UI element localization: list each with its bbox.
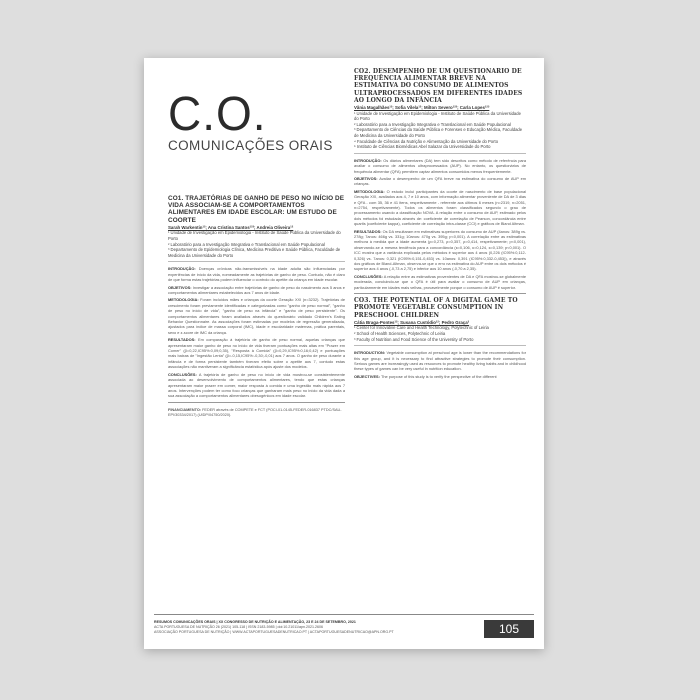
right-column <box>354 68 526 607</box>
co1-paragraph: OBJETIVOS: Investigar a associação entre trajetórias de ganho de peso do nascimento aos 5 anos e comportamentos alimentares estabelecidos aos 7 anos de idade. <box>168 284 345 295</box>
co2-affiliation: ³ Departamento de Ciências da Saúde Pública e Forenses e Educação Médica, Faculdade de Medicina da Universidade do Porto <box>354 127 523 138</box>
co2-paragraph: CONCLUSÕES: A relação entre as estimativas provenientes de DA e QFA mostrou-se globalmente moderada, concluindo-se que o QFA é útil para avaliar o consumo de AUP em crianças, particularmente em idades mais velhas, provavelmente porque o consumo de AUP é superior. <box>354 273 526 290</box>
footer-line: RESUMOS COMUNICAÇÕES ORAIS | XX CONGRESSO DE NUTRIÇÃO E ALIMENTAÇÃO, 23 E 24 DE SETEMBRO, 2021 <box>154 620 356 624</box>
co1-paragraph: RESULTADOS: Em comparação à trajetória de ganho de peso normal, aquelas crianças que apresentaram maior ganho de peso no início de vida tiveram pontuações mais altas em "Prazer em Comer" (β=0,22,IC95%:0,09;0,35), "Resposta à Comida" (β=0,29,IC95%:0,16;0,42) e pontuações mais baixas de "Ingestão Lenta" (β=-0,15,IC95%:-0,30;-0,01) aos 7 anos. O ganho de peso durante a infância e de forma persistente também tiveram efeito sobre o apetite aos 7, contudo estas associações não mantiveram a significância estatística após ajuste dos modelos. <box>168 337 345 370</box>
co3-authors: Cátia Braga-Pontes¹²; Susana Custódio¹²; Pedro Graça³ <box>354 319 470 325</box>
co3-title: CO3. THE POTENTIAL OF A DIGITAL GAME TO PROMOTE VEGETABLE CONSUMPTION IN PRESCHOOL CHILDREN <box>354 297 518 319</box>
co3-affiliation: ² School of Health Sciences, Polytechnic of Leiria <box>354 330 446 336</box>
page-footer <box>154 614 534 643</box>
co2-paragraph: METODOLOGIA: O estudo inclui participantes da coorte de nascimento de base populacional Geração XXI, avaliados aos 4, 7 e 10 anos, com informação alimentar proveniente de DA de 3 dias e QFA - com 35, 36 e 41 itens, respetivamente - referente aos últimos 6 meses (n=2319, n=2051, n=2754, respetivamente). Todos os alimentos foram classificados segundo o grau de processamento usando a classificação NOVA. A relação entre o consumo de AUP, estimado pelos dois métodos foi estudada através de: coeficiente de correlação de Pearson, concordância entre quartis (coeficiente kappa), coeficiente de correlação intra-classe (CCI) e gráficos de Bland Altman. <box>354 188 526 227</box>
co2-affiliation: ² Laboratório para a Investigação Integrativa e Translacional em Saúde Populacional <box>354 121 511 127</box>
left-column <box>168 70 345 607</box>
co2-affiliation: ¹ Unidade de Investigação em Epidemiologia - Instituto de Saúde Pública da Universidade do Porto <box>354 110 521 122</box>
co1-affiliation: ² Laboratório para a Investigação Integrativa e Translacional em Saúde Populacional <box>168 241 325 247</box>
co2-affiliation: ⁴ Faculdade de Ciências da Nutrição e Alimentação da Universidade do Porto <box>354 138 499 144</box>
co3-body <box>354 350 526 379</box>
co2-body <box>354 158 526 290</box>
co1-paragraph: CONCLUSÕES: A trajetória de ganho de peso no início de vida mostrou-se consistentemente associada ao desenvolvimento de comportamentos alimentares, tendo que estas crianças apresentaram maior prazer em comer, maior resposta à comida e uma ingestão mais rápida aos 7 anos. Intervenções podem ter como foco crianças que ganharam mais peso no início da vida dada a sua associação a comportamentos alimentares obesogénicos em idade escolar. <box>168 371 345 399</box>
page-number: 105 <box>484 620 534 638</box>
co1-title: CO1. TRAJETÓRIAS DE GANHO DE PESO NO INÍCIO DE VIDA ASSOCIAM-SE A COMPORTAMENTOS ALIMENTARES EM IDADE ESCOLAR: UM ESTUDO DE COORTE <box>168 195 345 224</box>
co2-affiliations <box>354 111 526 154</box>
co2-affiliation: ⁵ Instituto de Ciências Biomédicas Abel Salazar da Universidade do Porto <box>354 144 491 150</box>
co3-affiliation: ¹ Center for Innovative Care and Health Technology, Polytechnic of Leiria <box>354 325 489 331</box>
co2-paragraph: OBJETIVOS: Avaliar o desempenho de um QFA breve na estimativa do consumo de AUP em crianças. <box>354 175 526 187</box>
journal-page <box>144 58 544 649</box>
co2-authors: Vânia Magalhães¹²; Sofia Vilela¹²; Milton Severo¹²³; Carla Lopes¹²³ <box>354 105 490 111</box>
co3-paragraph: OBJECTIVES: The purpose of this study is to verify the perspective of the different <box>354 373 497 379</box>
co1-body <box>168 266 345 398</box>
co1-authors: Sarah Warkentin¹²; Ana Cristina Santos¹²³; Andreia Oliveira¹² <box>168 224 294 230</box>
co3-affiliation: ³ Faculty of Nutrition and Food Science of the University of Porto <box>354 336 474 342</box>
co3-paragraph: INTRODUCTION: Vegetable consumption at preschool age is lower than the recommendations for this age group, and it is necessary to find attractive strategies to promote their consumption. Serious games are increasingly used as resources to promote healthy living habits and in childhood these types of games can be very useful in nutrition education. <box>354 350 526 372</box>
co1-paragraph: INTRODUÇÃO: Doenças crônicas não-transmissíveis na idade adulta são influenciadas por experiências de início da vida, nomeadamente as trajetórias de ganho de peso. Contudo, não é claro de que forma estas trajetórias podem influenciar o controlo do apetite da criança em idade escolar. <box>168 266 345 283</box>
section-subtitle: COMUNICAÇÕES ORAIS <box>168 138 333 153</box>
co1-funding: FINANCIAMENTO: FEDER através de COMPETE e FCT (POCI-01-0145-FEDER-016837 PTDC/SAU-EPI/30334/2017) (UIDP/04750/2020). <box>168 407 342 417</box>
co2-paragraph: RESULTADOS: Os DA resultaram em estimativas superiores do consumo de AUP (4anos: 389g vs. 278g; 7anos: 466g vs. 331g; 10anos: 470g vs. 395g; p<0,001). A correlação entre as estimativas melhora à medida que a idade aumenta (ρ=0,273, ρ=0,357, ρ=0,414, respetivamente; p<0,001), observando-se a mesma tendência para a concordância (κ=0,106, κ=0,124, κ=0,139; p<0,001). O ICC mostra que a variância explicada pelos métodos é superior aos 4 anos (0,226 (IC95%:0,112-0,326) vs. 7anos: 0,321 (IC95%:0,151-0,453) vs. 10anos: 0,391 (IC95%:0,332-0,453)), e através dos gráficos de Bland-Altman, observa-se que o erro na estimativa do AUP entre os dois métodos é superior aos 4 anos (-0,73 a 2,75) e inferior aos 10 anos (-0,70 a 2,35). <box>354 228 526 272</box>
co1-affiliations <box>168 230 345 262</box>
co1-paragraph: METODOLOGIA: Foram incluídos mães e crianças da coorte Geração XXI (n=3232). Trajetórias de crescimento foram previamente identificadas e categorizadas como "ganho de peso normal", "ganho de peso no início de vida", "ganho de peso na infância" e "ganho de peso persistente". Os comportamentos alimentares foram avaliados através do questionário validado Children's Eating Behavior Questionnaire. As associações foram estimadas por modelos de regressão generalizada, ajustados para índice de massa corporal (IMC), idade e escolaridade maternas, prática parentais, sexo e z-score de IMC da criança. <box>168 297 345 335</box>
co3-affiliations <box>354 325 526 346</box>
footer-line: ACTA PORTUGUESA DE NUTRIÇÃO 26 (2021) 105-118 | ISSN 2183-5985 | doi:10.21011/apn.2021.2606 <box>154 625 324 629</box>
co1-affiliation: ¹ Unidade de Investigação em Epidemiologia - Instituto de Saúde Pública da Universidade do Porto <box>168 230 341 241</box>
section-big-title: C.O. <box>168 85 267 141</box>
co1-affiliation: ³ Departamento de Epidemiologia Clínica, Medicina Preditiva e Saúde Pública, Faculdade de Medicina da Universidade do Porto <box>168 247 341 258</box>
co2-title: CO2. DESEMPENHO DE UM QUESTIONÁRIO DE FREQUÊNCIA ALIMENTAR BREVE NA ESTIMATIVA DO CONSUMO DE ALIMENTOS ULTRAPROCESSADOS EM DIFERENTES IDADES AO LONGO DA INFÂNCIA <box>354 68 523 104</box>
co2-paragraph: INTRODUÇÃO: Os diários alimentares (DA) tem sido descritos como método de referência para avaliar o consumo de alimentos ultraprocessados (AUP). No entanto, os questionários de frequência alimentar (QFA) permitem captar alimentos consumidos menos frequentemente. <box>354 157 526 174</box>
footer-line: ASSOCIAÇÃO PORTUGUESA DE NUTRIÇÃO | WWW.ACTAPORTUGUESADENUTRICAO.PT | ACTAPORTUGUESADENUTRICAO@APN.ORG.PT <box>154 630 394 634</box>
